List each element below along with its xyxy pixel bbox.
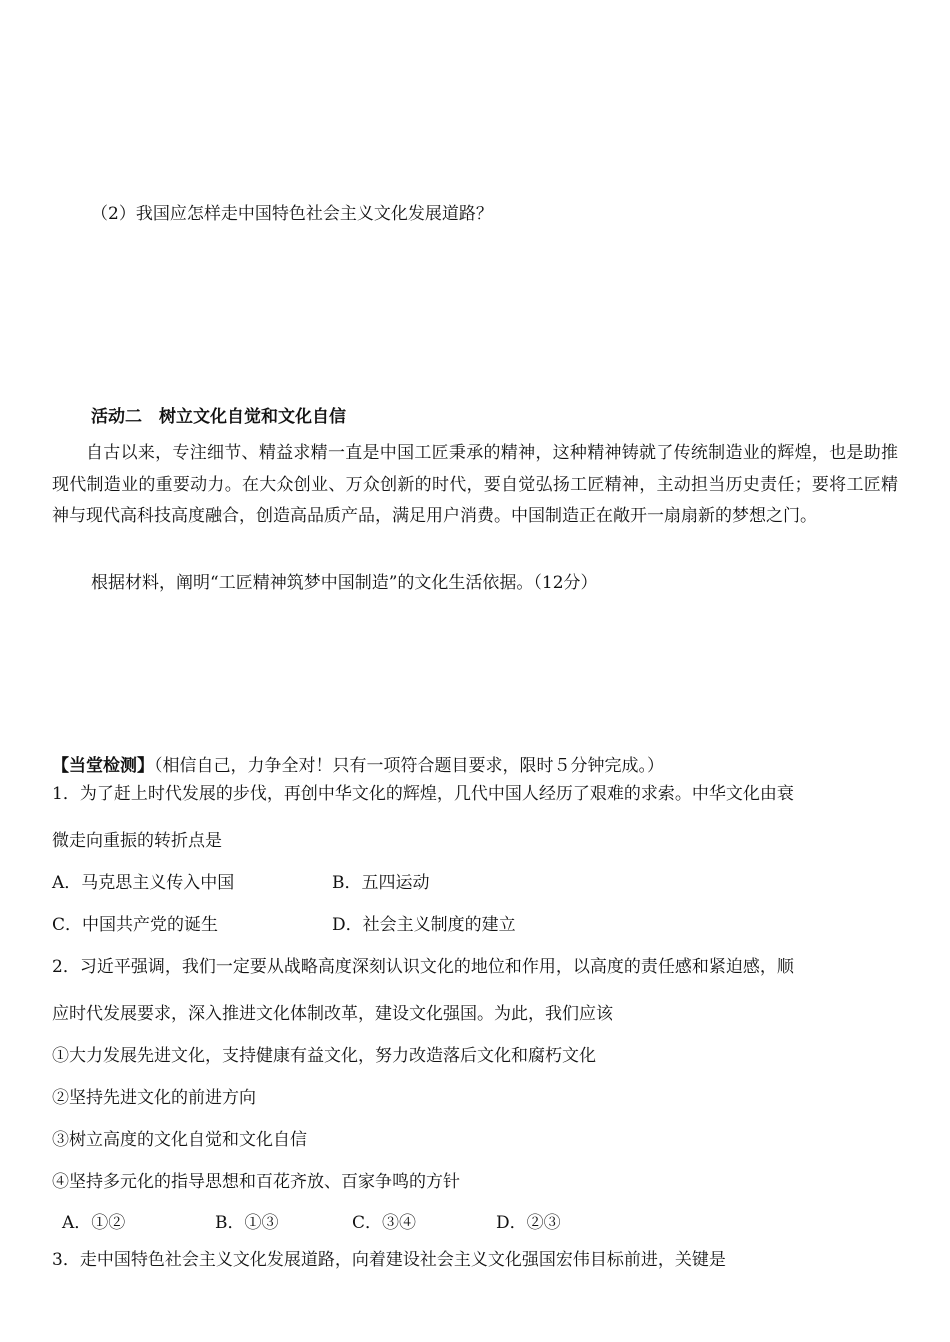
- mc2-stem-line2: 应时代发展要求，深入推进文化体制改革，建设文化强国。为此，我们应该: [52, 1004, 613, 1024]
- activity-2-question: 根据材料，阐明“工匠精神筑梦中国制造”的文化生活依据。（12分）: [91, 573, 598, 593]
- mc3-stem-line1: 3．走中国特色社会主义文化发展道路，向着建设社会主义文化强国宏伟目标前进，关键是: [52, 1250, 726, 1270]
- check-label: 【当堂检测】: [52, 756, 154, 776]
- mc1-stem-line1: 1．为了赶上时代发展的步伐，再创中华文化的辉煌，几代中国人经历了艰难的求索。中华文化由衰: [52, 784, 794, 804]
- mc2-statement-3: ③树立高度的文化自觉和文化自信: [52, 1130, 307, 1150]
- activity-2-title: 活动二 树立文化自觉和文化自信: [91, 407, 346, 427]
- mc2-statement-2: ②坚持先进文化的前进方向: [52, 1088, 256, 1108]
- mc2-option-b: B．①③: [215, 1213, 279, 1233]
- mc2-statement-4: ④坚持多元化的指导思想和百花齐放、百家争鸣的方针: [52, 1172, 460, 1192]
- mc2-stem-line1: 2．习近平强调，我们一定要从战略高度深刻认识文化的地位和作用，以高度的责任感和紧迫感，顺: [52, 957, 794, 977]
- question-2-prompt: （2）我国应怎样走中国特色社会主义文化发展道路？: [91, 204, 493, 224]
- mc1-option-d: D．社会主义制度的建立: [332, 915, 516, 935]
- mc1-option-b: B．五四运动: [332, 873, 430, 893]
- mc1-option-a: A．马克思主义传入中国: [52, 873, 235, 893]
- mc2-option-a: A．①②: [62, 1213, 126, 1233]
- mc2-option-d: D．②③: [496, 1213, 561, 1233]
- check-note: （相信自己，力争全对！只有一项符合题目要求，限时５分钟完成。）: [154, 756, 664, 776]
- mc2-option-c: C．③④: [352, 1213, 417, 1233]
- check-heading: [52, 754, 664, 778]
- mc2-statement-1: ①大力发展先进文化，支持健康有益文化，努力改造落后文化和腐朽文化: [52, 1046, 596, 1066]
- activity-2-material: 自古以来，专注细节、精益求精一直是中国工匠秉承的精神，这种精神铸就了传统制造业的辉煌，也是助推现代制造业的重要动力。在大众创业、万众创新的时代，要自觉弘扬工匠精神，主动担当历史责任；要将工匠精神与现代高科技高度融合，创造高品质产品，满足用户消费。中国制造正在敞开一扇扇新的梦想之门。: [52, 443, 898, 526]
- mc1-option-c: C．中国共产党的诞生: [52, 915, 219, 935]
- mc1-stem-line2: 微走向重振的转折点是: [52, 831, 222, 851]
